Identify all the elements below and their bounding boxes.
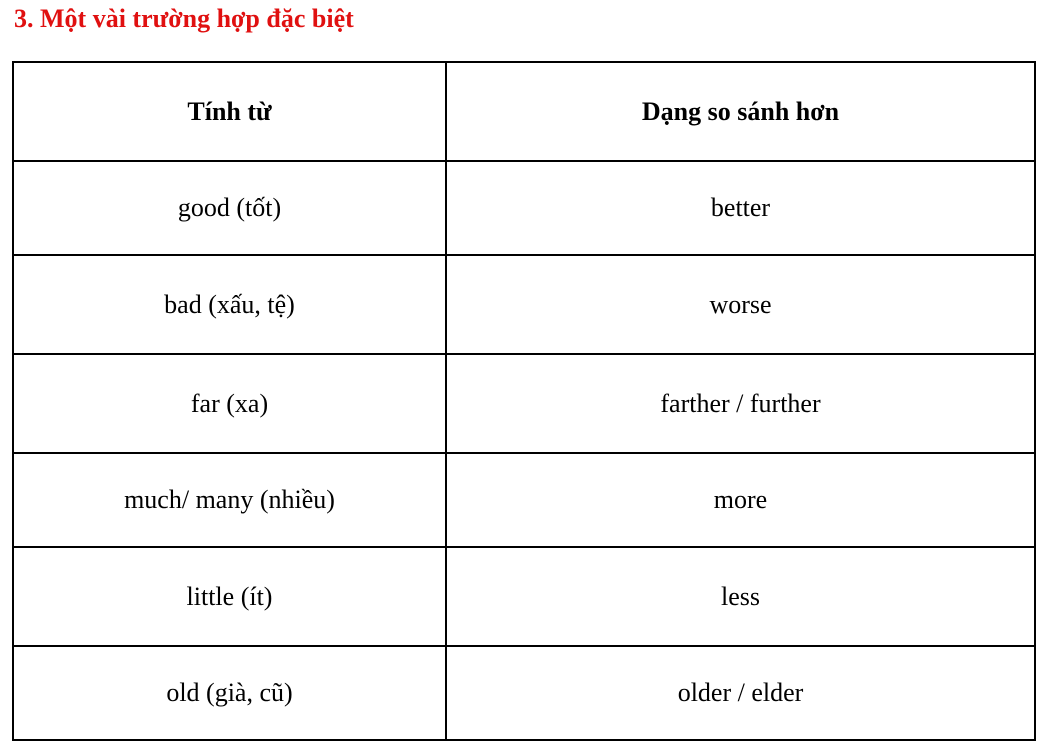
comparative-cell: older / elder bbox=[446, 646, 1035, 740]
table-row bbox=[13, 255, 1035, 354]
section-heading: 3. Một vài trường hợp đặc biệt bbox=[14, 4, 354, 33]
comparative-cell: less bbox=[446, 547, 1035, 646]
comparative-cell: more bbox=[446, 453, 1035, 547]
header-comparative: Dạng so sánh hơn bbox=[446, 62, 1035, 161]
table-row bbox=[13, 646, 1035, 740]
adjective-cell: much/ many (nhiều) bbox=[13, 453, 446, 547]
table-row bbox=[13, 161, 1035, 255]
table-header-row bbox=[13, 62, 1035, 161]
adjective-cell: bad (xấu, tệ) bbox=[13, 255, 446, 354]
comparative-table bbox=[12, 61, 1036, 741]
table-row bbox=[13, 547, 1035, 646]
table-row bbox=[13, 354, 1035, 453]
adjective-cell: old (già, cũ) bbox=[13, 646, 446, 740]
adjective-cell: good (tốt) bbox=[13, 161, 446, 255]
adjective-cell: far (xa) bbox=[13, 354, 446, 453]
comparative-cell: worse bbox=[446, 255, 1035, 354]
comparative-cell: better bbox=[446, 161, 1035, 255]
header-adjective: Tính từ bbox=[13, 62, 446, 161]
adjective-cell: little (ít) bbox=[13, 547, 446, 646]
table-row bbox=[13, 453, 1035, 547]
comparative-cell: farther / further bbox=[446, 354, 1035, 453]
